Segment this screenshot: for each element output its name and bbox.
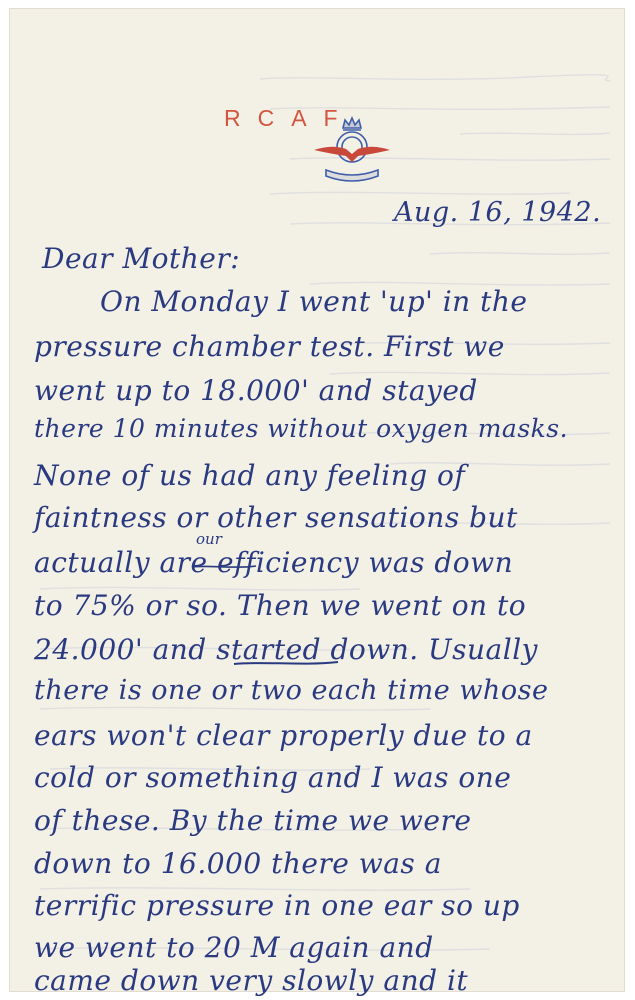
letter-line: to 75% or so. Then we went on to [34,589,527,622]
letter-line: pressure chamber test. First we [34,330,505,363]
letter-line: down to 16.000 there was a [34,847,442,880]
letter-line: there is one or two each time whose [34,675,549,706]
letter-line: went up to 18.000' and stayed [34,374,478,407]
letter-date: Aug. 16, 1942. [394,197,602,228]
rcaf-crest-icon [312,114,392,186]
insertion-strike [190,563,260,573]
letter-line: of these. By the time we were [34,804,472,837]
letter-line: there 10 minutes without oxygen masks. [34,414,569,443]
letter-line: actually are efficiency was down [34,546,514,579]
handwritten-underline [232,657,342,669]
letter-line: None of us had any feeling of [34,459,466,492]
letterhead-title: RCAF [224,105,355,131]
letter-line: we went to 20 M again and [34,931,434,964]
letter-line: ears won't clear properly due to a [34,719,533,752]
letter-line: came down very slowly and it [34,964,469,997]
letter-line: cold or something and I was one [34,761,512,794]
letter-page [10,9,624,997]
letter-insertion: our [196,530,222,548]
letter-line: terrific pressure in one ear so up [34,889,520,922]
letter-line: On Monday I went 'up' in the [100,285,528,318]
letter-salutation: Dear Mother: [42,242,241,275]
letter-line: faintness or other sensations but [34,501,518,534]
letter-line: 24.000' and started down. Usually [34,633,538,666]
